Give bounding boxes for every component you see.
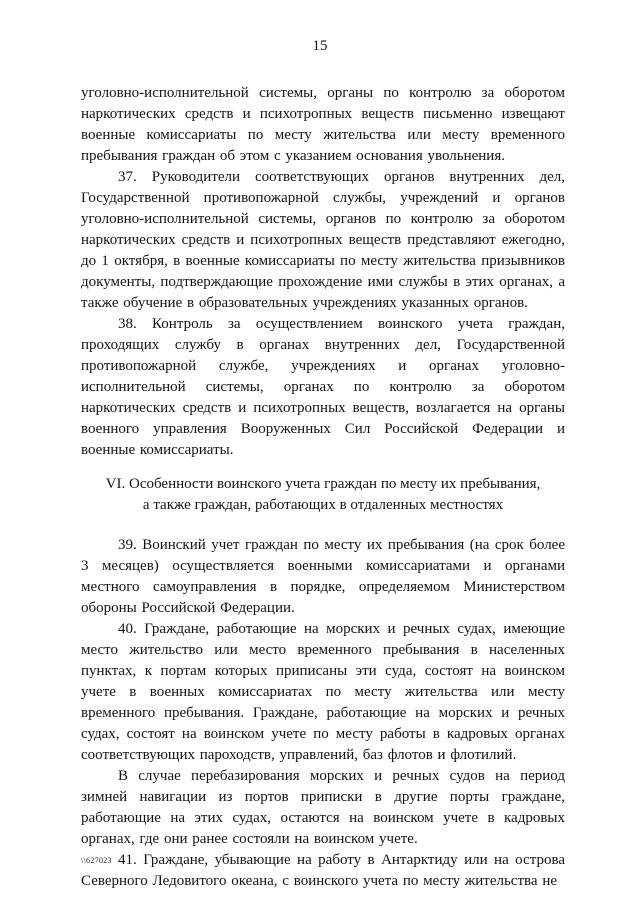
paragraph-36-continuation: уголовно-исполнительной системы, органы по контролю за оборотом наркотических средств и психотропных веществ письменно извещают военные комиссариаты по месту жительства или месту временного пребывания граждан об этом с указанием основания увольнения. <box>81 85 565 164</box>
section-heading-vi <box>81 474 565 516</box>
paragraph-40: 40. Граждане, работающие на морских и речных судах, имеющие место жительство или место временного пребывания в населенных пунктах, к портам которых приписаны эти суда, состоят на воинском учете в военных комиссариатах по месту жительства или месту временного пребывания. Граждане, работающие на морских и речных судах, состоят на воинском учете по месту работы в кадровых органах соответствующих пароходств, управлений, баз флотов и флотилий. <box>81 621 565 763</box>
paragraph-39: 39. Воинский учет граждан по месту их пребывания (на срок более 3 месяцев) осуществляется военными комиссариатами и органами местного самоуправления в порядке, определяемом Министерством обороны Российской Федерации. <box>81 537 565 616</box>
paragraph-37: 37. Руководители соответствующих органов внутренних дел, Государственной противопожарной службы, учреждений и органов уголовно-исполнительной системы, органов по контролю за оборотом наркотических средств и психотропных веществ представляют ежегодно, до 1 октября, в военные комиссариаты по месту жительства призывников документы, подтверждающие прохождение ими службы в этих органах, а также обучение в образовательных учреждениях указанных органов. <box>81 169 565 311</box>
section-heading-line2: а также граждан, работающих в отдаленных местностях <box>142 497 504 513</box>
paragraph-41: 41. Граждане, убывающие на работу в Антарктиду или на острова Северного Ледовитого океана, с воинского учета по месту жительства не <box>81 852 565 889</box>
document-body <box>81 83 565 892</box>
document-reference-code: \\627023 <box>81 856 112 865</box>
paragraph-40-continuation: В случае перебазирования морских и речных судов на период зимней навигации из портов приписки в другие порты граждане, работающие на этих судах, остаются на воинском учете в кадровых органах, где они ранее состояли на воинском учете. <box>81 768 565 847</box>
section-heading-line1: VI. Особенности воинского учета граждан по месту их пребывания, <box>105 476 541 492</box>
page-number: 15 <box>312 38 328 54</box>
paragraph-38: 38. Контроль за осуществлением воинского учета граждан, проходящих службу в органах внутренних дел, Государственной противопожарной службе, учреждениях и органах уголовно-исполнительной системы, органах по контролю за оборотом наркотических средств и психотропных веществ, возлагается на органы военного управления Вооруженных Сил Российской Федерации и военные комиссариаты. <box>81 316 565 458</box>
